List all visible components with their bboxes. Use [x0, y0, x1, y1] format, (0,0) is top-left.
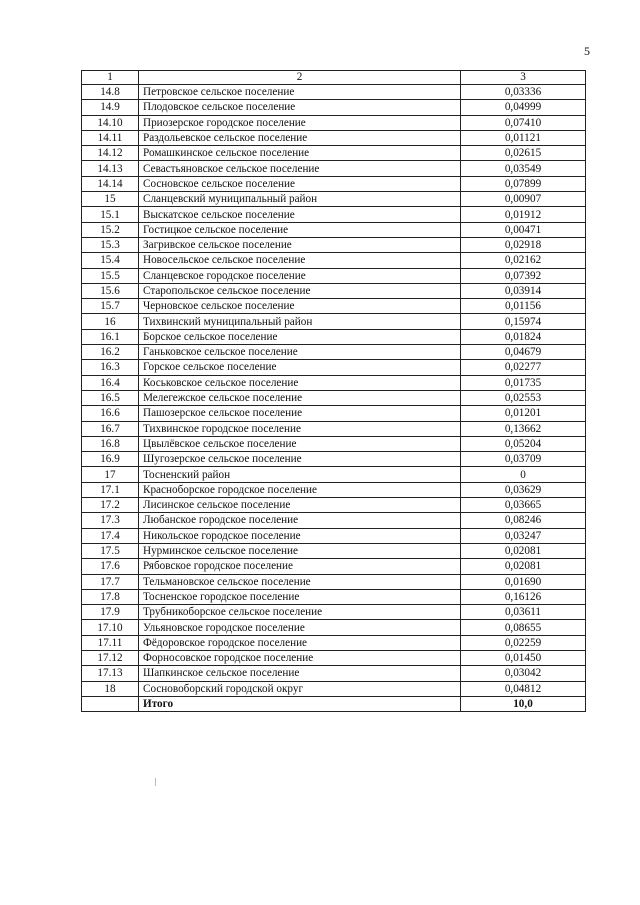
row-number-cell: 15	[82, 192, 139, 207]
row-number-cell: 17.1	[82, 482, 139, 497]
row-number-cell: 16.4	[82, 375, 139, 390]
row-name-cell: Рябовское городское поселение	[139, 559, 461, 574]
table-row	[82, 176, 586, 191]
table-row	[82, 299, 586, 314]
row-number-cell: 17.12	[82, 650, 139, 665]
row-name-cell: Тосненский район	[139, 467, 461, 482]
table-row	[82, 452, 586, 467]
table-row	[82, 222, 586, 237]
row-number-cell: 14.10	[82, 115, 139, 130]
row-name-cell: Сланцевское городское поселение	[139, 268, 461, 283]
row-value-cell: 0,07392	[461, 268, 586, 283]
row-value-cell: 0,02259	[461, 635, 586, 650]
row-name-cell: Фёдоровское городское поселение	[139, 635, 461, 650]
row-value-cell: 0,01121	[461, 130, 586, 145]
row-value-cell: 0,01824	[461, 329, 586, 344]
row-name-cell: Борское сельское поселение	[139, 329, 461, 344]
table-row	[82, 115, 586, 130]
row-name-cell: Шугозерское сельское поселение	[139, 452, 461, 467]
row-name-cell: Лисинское сельское поселение	[139, 498, 461, 513]
row-name-cell: Форносовское городское поселение	[139, 650, 461, 665]
row-name-cell: Приозерское городское поселение	[139, 115, 461, 130]
table-row	[82, 85, 586, 100]
row-number-cell: 14.12	[82, 146, 139, 161]
row-value-cell: 0,03042	[461, 666, 586, 681]
row-number-cell: 17.4	[82, 528, 139, 543]
row-name-cell: Цвылёвское сельское поселение	[139, 436, 461, 451]
table-row	[82, 130, 586, 145]
row-value-cell: 0,08246	[461, 513, 586, 528]
row-value-cell: 0,01735	[461, 375, 586, 390]
row-name-cell: Трубникоборское сельское поселение	[139, 605, 461, 620]
table-row	[82, 375, 586, 390]
row-name-cell: Сланцевский муниципальный район	[139, 192, 461, 207]
row-name-cell: Нурминское сельское поселение	[139, 543, 461, 558]
row-number-cell: 16.5	[82, 390, 139, 405]
distribution-table	[81, 70, 586, 712]
row-value-cell: 0,00471	[461, 222, 586, 237]
table-row	[82, 146, 586, 161]
row-name-cell: Черновское сельское поселение	[139, 299, 461, 314]
row-number-cell: 17.3	[82, 513, 139, 528]
row-name-cell: Севастьяновское сельское поселение	[139, 161, 461, 176]
table-row	[82, 467, 586, 482]
row-value-cell: 0,01450	[461, 650, 586, 665]
row-name-cell: Тосненское городское поселение	[139, 589, 461, 604]
table-row	[82, 314, 586, 329]
row-name-cell: Новосельское сельское поселение	[139, 253, 461, 268]
table-row	[82, 620, 586, 635]
row-name-cell: Красноборское городское поселение	[139, 482, 461, 497]
table-header-row	[82, 71, 586, 85]
row-number-cell: 16	[82, 314, 139, 329]
row-value-cell: 0,03665	[461, 498, 586, 513]
row-name-cell: Гостицкое сельское поселение	[139, 222, 461, 237]
table-row	[82, 406, 586, 421]
row-number-cell: 17.2	[82, 498, 139, 513]
row-number-cell: 15.2	[82, 222, 139, 237]
row-number-cell: 14.11	[82, 130, 139, 145]
table-row	[82, 681, 586, 696]
row-number-cell: 14.9	[82, 100, 139, 115]
row-value-cell: 0,05204	[461, 436, 586, 451]
row-value-cell: 0,00907	[461, 192, 586, 207]
row-name-cell: Выскатское сельское поселение	[139, 207, 461, 222]
table-row	[82, 605, 586, 620]
row-value-cell: 0,03709	[461, 452, 586, 467]
header-cell-number: 1	[82, 71, 139, 85]
row-name-cell: Пашозерское сельское поселение	[139, 406, 461, 421]
row-number-cell: 16.9	[82, 452, 139, 467]
header-cell-name: 2	[139, 71, 461, 85]
row-number-cell: 14.14	[82, 176, 139, 191]
row-number-cell: 16.2	[82, 345, 139, 360]
row-number-cell: 14.13	[82, 161, 139, 176]
table-row	[82, 268, 586, 283]
row-name-cell: Петровское сельское поселение	[139, 85, 461, 100]
row-name-cell: Тихвинский муниципальный район	[139, 314, 461, 329]
row-number-cell: 17.9	[82, 605, 139, 620]
row-number-cell: 14.8	[82, 85, 139, 100]
row-value-cell: 0	[461, 467, 586, 482]
table-row	[82, 192, 586, 207]
row-number-cell: 15.7	[82, 299, 139, 314]
row-number-cell: 15.6	[82, 283, 139, 298]
row-name-cell: Сосновское сельское поселение	[139, 176, 461, 191]
row-value-cell: 0,04812	[461, 681, 586, 696]
total-label-cell: Итого	[139, 696, 461, 711]
row-name-cell: Сосновоборский городской округ	[139, 681, 461, 696]
row-number-cell: 17.10	[82, 620, 139, 635]
row-number-cell: 18	[82, 681, 139, 696]
row-value-cell: 0,02081	[461, 559, 586, 574]
table-row	[82, 666, 586, 681]
row-name-cell: Ромашкинское сельское поселение	[139, 146, 461, 161]
row-number-cell: 17.11	[82, 635, 139, 650]
table-row	[82, 283, 586, 298]
row-number-cell: 15.4	[82, 253, 139, 268]
row-number-cell: 15.3	[82, 237, 139, 252]
row-number-cell: 17.13	[82, 666, 139, 681]
table-row	[82, 589, 586, 604]
row-value-cell: 0,07410	[461, 115, 586, 130]
row-value-cell: 0,02162	[461, 253, 586, 268]
table-row	[82, 635, 586, 650]
row-number-cell: 16.1	[82, 329, 139, 344]
row-value-cell: 0,03336	[461, 85, 586, 100]
row-value-cell: 0,02081	[461, 543, 586, 558]
row-value-cell: 0,02553	[461, 390, 586, 405]
row-name-cell: Коськовское сельское поселение	[139, 375, 461, 390]
row-name-cell: Загривское сельское поселение	[139, 237, 461, 252]
page-number: 5	[584, 44, 590, 58]
row-number-cell: 17.6	[82, 559, 139, 574]
row-value-cell: 0,08655	[461, 620, 586, 635]
table-row	[82, 345, 586, 360]
row-value-cell: 0,03629	[461, 482, 586, 497]
row-number-cell: 17.8	[82, 589, 139, 604]
row-number-cell: 17.7	[82, 574, 139, 589]
table-row	[82, 650, 586, 665]
row-value-cell: 0,04999	[461, 100, 586, 115]
table-row	[82, 436, 586, 451]
row-value-cell: 0,01912	[461, 207, 586, 222]
row-value-cell: 0,15974	[461, 314, 586, 329]
row-name-cell: Шапкинское сельское поселение	[139, 666, 461, 681]
row-number-cell: 15.1	[82, 207, 139, 222]
row-number-cell: 17	[82, 467, 139, 482]
header-cell-value: 3	[461, 71, 586, 85]
table-row	[82, 528, 586, 543]
row-value-cell: 0,03611	[461, 605, 586, 620]
row-value-cell: 0,02918	[461, 237, 586, 252]
row-name-cell: Никольское городское поселение	[139, 528, 461, 543]
row-name-cell: Горское сельское поселение	[139, 360, 461, 375]
table-row	[82, 207, 586, 222]
total-row	[82, 696, 586, 711]
scan-mark	[155, 778, 156, 786]
row-number-cell: 16.7	[82, 421, 139, 436]
row-value-cell: 0,03914	[461, 283, 586, 298]
table-row	[82, 161, 586, 176]
table-row	[82, 329, 586, 344]
row-name-cell: Мелегежское сельское поселение	[139, 390, 461, 405]
row-value-cell: 0,04679	[461, 345, 586, 360]
table-row	[82, 360, 586, 375]
table-row	[82, 498, 586, 513]
row-value-cell: 0,02277	[461, 360, 586, 375]
table-body	[82, 71, 586, 712]
row-number-cell: 17.5	[82, 543, 139, 558]
table-row	[82, 559, 586, 574]
row-value-cell: 0,02615	[461, 146, 586, 161]
table-row	[82, 237, 586, 252]
table-row	[82, 390, 586, 405]
row-value-cell: 0,01156	[461, 299, 586, 314]
row-value-cell: 0,01201	[461, 406, 586, 421]
row-value-cell: 0,01690	[461, 574, 586, 589]
row-name-cell: Ульяновское городское поселение	[139, 620, 461, 635]
table-row	[82, 421, 586, 436]
total-value-cell: 10,0	[461, 696, 586, 711]
row-name-cell: Старопольское сельское поселение	[139, 283, 461, 298]
row-value-cell: 0,03549	[461, 161, 586, 176]
row-number-cell: 16.8	[82, 436, 139, 451]
table-row	[82, 482, 586, 497]
row-value-cell: 0,07899	[461, 176, 586, 191]
row-name-cell: Тихвинское городское поселение	[139, 421, 461, 436]
table-row	[82, 100, 586, 115]
total-number-cell	[82, 696, 139, 711]
table-row	[82, 574, 586, 589]
row-value-cell: 0,16126	[461, 589, 586, 604]
row-number-cell: 16.6	[82, 406, 139, 421]
row-value-cell: 0,13662	[461, 421, 586, 436]
row-name-cell: Любанское городское поселение	[139, 513, 461, 528]
row-name-cell: Плодовское сельское поселение	[139, 100, 461, 115]
row-name-cell: Тельмановское сельское поселение	[139, 574, 461, 589]
row-name-cell: Раздольевское сельское поселение	[139, 130, 461, 145]
row-value-cell: 0,03247	[461, 528, 586, 543]
row-number-cell: 16.3	[82, 360, 139, 375]
table-row	[82, 513, 586, 528]
row-number-cell: 15.5	[82, 268, 139, 283]
table-row	[82, 543, 586, 558]
table-row	[82, 253, 586, 268]
row-name-cell: Ганьковское сельское поселение	[139, 345, 461, 360]
